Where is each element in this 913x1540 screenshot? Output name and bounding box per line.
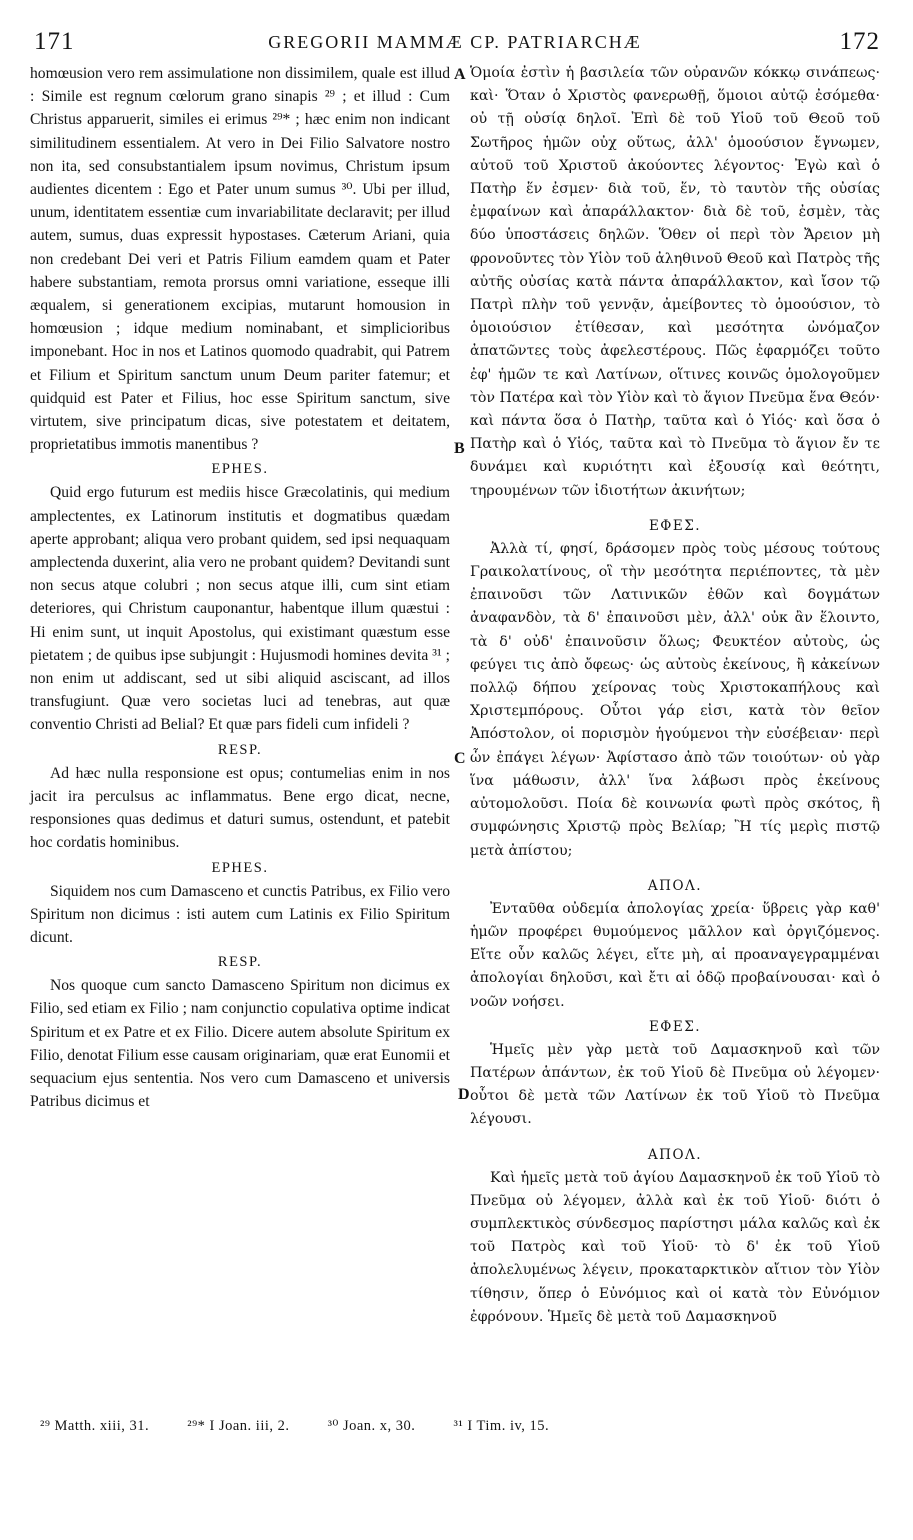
margin-marker-c: C xyxy=(454,750,466,767)
footnote-2: ²⁹* I Joan. iii, 2. xyxy=(187,1418,290,1434)
latin-heading-resp-2: RESP. xyxy=(217,954,263,971)
footnote-4: ³¹ I Tim. iv, 15. xyxy=(453,1418,550,1434)
footnote-1: ²⁹ Matth. xiii, 31. xyxy=(40,1418,150,1434)
greek-paragraph-3: Ἐνταῦθα οὐδεμία ἀπολογίας χρεία· ὕβρεις γὰρ καθ' ἡμῶν προφέρει θυμούμενος μᾶλλον καὶ ὀργιζόμενος. Εἴτε οὖν καλῶς λέγει, εἴτε μὴ, αἱ προαναγεγραμμέναι ἀπολογίαι δηλοῦσι, καὶ ἔτι αἱ ὁδῷ προβαίνουσαι· καὶ ὁ νοῶν νοήσει. xyxy=(470,900,880,1010)
footnote-3: ³⁰ Joan. x, 30. xyxy=(327,1418,416,1434)
page-number-left: 171 xyxy=(34,28,75,55)
latin-heading-ephes-2: EPHES. xyxy=(211,859,269,876)
running-title: GREGORII MAMMÆ CP. PATRIARCHÆ xyxy=(268,32,642,52)
greek-heading-apol-1: ΑΠΟΛ. xyxy=(647,877,703,894)
greek-paragraph-4: Ἡμεῖς μὲν γὰρ μετὰ τοῦ Δαμασκηνοῦ καὶ τῶν Πατέρων ἁπάντων, ἐκ τοῦ Υἱοῦ δὲ Πνεῦμα οὐ λέγομεν· οὗτοι δὲ μετὰ τῶν Λατίνων ἐκ τοῦ Υἱοῦ τὸ Πνεῦμα λέγουσι. xyxy=(470,1041,880,1128)
greek-paragraph-2: Ἀλλὰ τί, φησί, δράσομεν πρὸς τοὺς μέσους τούτους Γραικολατίνους, οἳ τὴν μεσότητα περιέποντες, τὰ μὲν ἐπαινοῦσι τῶν Λατινικῶν ἐθῶν καὶ δογμάτων ἀναφανδὸν, τὰ δ' ἐπαινοῦσι μὲν, ἀλλ' οὐκ ἂν ἕλοιντο, τὰ δ' οὐδ' ἐπαινοῦσιν ὅλως; Φευκτέον αὐτοὺς, ὡς φεύγει τις ἀπὸ ὄφεως· ὡς αὐτοὺς ἐκείνους, ἢ κἀκείνων πολλῷ δήπου χείρονας τοὺς Χριστοκαπήλους καὶ Χριστεμπόρους. Οὗτοι γάρ εἰσι, κατὰ τὸν θεῖον Ἀπόστολον, οἱ πορισμὸν ἡγούμενοι τὴν εὐσέβειαν· περὶ ὧν ἐπάγει λέγων· Ἀφίστασο ἀπὸ τῶν τοιούτων· οὐ γὰρ ἵνα μάθωσιν, ἀλλ' ἵνα λάβωσι πρὸς ἐκείνους αὐτομολοῦσι. Ποία δὲ κοινωνία φωτὶ πρὸς σκότος, ἢ συμφώνησις Χριστῷ πρὸς Βελίαρ; Ἢ τίς μερὶς πιστῷ μετὰ ἀπίστου; xyxy=(470,540,880,859)
latin-paragraph-1: homœusion vero rem assimulatione non dissimilem, quale est illud : Simile est regnum cœlorum grano sinapis ²⁹ ; et illud : Cum Christus apparuerit, similes ei erimus ²⁹* ; hæc enim non indicant similitudinem essentialem. At vero in Dei Filio Salvatore nostro non ita, sed consubstantialem ipsum novimus, Christum ipsum audientes dicentem : Ego et Pater unum sumus ³⁰. Ubi per illud, unum, identitatem essentiæ cum invariabilitate declaravit; per illud autem, sumus, duas expressit hypostases. Cæterum Ariani, quia non credebant Dei veri et Patris Filium eamdem quam et Pater habere substantiam, remota prorsus omni variatione, esseque illi æqualem, si generationem excipias, mutarunt homousion in homœusion ; idque medium nominabant, et simplicioribus imponebant. Hoc in nos et Latinos quomodo quadrabit, qui Patrem et Filium et Spiritum sanctum unum Deum pariter fatemur; et quidquid est Pater et Filius, hoc esse Spiritum sanctum, sive virtutem, sive principatum dicas, sive potestatem et deitatem, proprietatibus immotis manentibus ? xyxy=(30,65,450,454)
greek-paragraph-5: Καὶ ἡμεῖς μετὰ τοῦ ἁγίου Δαμασκηνοῦ ἐκ τοῦ Υἱοῦ τὸ Πνεῦμα οὐ λέγομεν, ἀλλὰ καὶ ἐκ τοῦ Υἱοῦ· διότι ὁ συμπλεκτικὸς σύνδεσμος παρίστησι μάλα καλῶς καὶ ἐκ τοῦ Πατρὸς καὶ τοῦ Υἱοῦ· τὸ δ' ἐκ τοῦ Υἱοῦ ἀπολελυμένως λέγειν, προκαταρκτικὸν αἴτιον τὸν Υἱὸν τίθησιν, ὅπερ ὁ Εὐνόμιος καὶ οἱ κατὰ τὸν Εὐνόμιον ἐφρόνουν. Ἡμεῖς δὲ μετὰ τοῦ Δαμασκηνοῦ xyxy=(470,1169,880,1325)
latin-paragraph-5: Nos quoque cum sancto Damasceno Spiritum non dicimus ex Filio, sed etiam ex Filio ; nam conjunctio copulativa optime indicat Spiritum et ex Patre et ex Filio. Dicere autem absolute Spiritum ex Filio, denotat Filium esse causam originariam, quæ erat Eunomii et sequacium ejus sententia. Nos vero cum Damasceno et universis Patribus dicimus et xyxy=(30,977,450,1111)
greek-heading-ephes-1: ΕΦΕΣ. xyxy=(648,517,702,534)
margin-marker-a: A xyxy=(454,66,466,83)
page-number-right: 172 xyxy=(839,28,880,55)
latin-heading-resp-1: RESP. xyxy=(217,741,263,758)
greek-heading-apol-2: ΑΠΟΛ. xyxy=(647,1146,703,1163)
greek-paragraph-1: Ὁμοία ἐστὶν ἡ βασιλεία τῶν οὐρανῶν κόκκῳ σινάπεως· καὶ· Ὅταν ὁ Χριστὸς φανερωθῇ, ὅμοιοι αὐτῷ ἐσόμεθα· οὐ τῇ οὐσίᾳ δηλοῖ. Ἐπὶ δὲ τοῦ Υἱοῦ τοῦ Θεοῦ τοῦ Σωτῆρος ἡμῶν οὐχ οὕτως, ἀλλ' ὁμοούσιον ἔγνωμεν, αὐτοῦ τοῦ Χριστοῦ ἀκούοντες λέγοντος· Ἐγὼ καὶ ὁ Πατὴρ ἕν ἐσμεν· διὰ τοῦ, ἕν, τὸ ταυτὸν τῆς οὐσίας ἐμφαίνων καὶ ἀπαράλλακτον· διὰ δὲ τοῦ, ἐσμὲν, τὰς δύο ὑποστάσεις δηλῶν. Ὅθεν οἱ περὶ τὸν Ἄρειον μὴ φρονοῦντες τὸν Υἱὸν τοῦ ἀληθινοῦ Θεοῦ καὶ Πατρὸς τῆς αὐτῆς οὐσίας κατὰ πάντα ἀπαράλλακτον, καὶ ἴσον τῷ Πατρὶ πλὴν τοῦ γεννᾷν, ἀμείβοντες τὸ ὁμοούσιον, τὸ ὁμοιούσιον ἐτίθεσαν, καὶ μεσότητα ὠνόμαζον ἀπατῶντες τοὺς ἀφελεστέρους. Πῶς ἐφαρμόζει τοῦτο ἐφ' ἡμῶν τε καὶ Λατίνων, οἵτινες κοινῶς ὁμολογοῦμεν τὸν Πατέρα καὶ τὸν Υἱὸν καὶ τὸ ἅγιον Πνεῦμα ἕνα Θεόν· καὶ πάντα ὅσα ὁ Πατὴρ, ταῦτα καὶ ὁ Υἱός· καὶ ὅσα ὁ Πατὴρ καὶ ὁ Υἱός, ταῦτα καὶ τὸ Πνεῦμα τὸ ἅγιον ἔν τε δυνάμει καὶ κυριότητι καὶ ἐξουσίᾳ καὶ θεότητι, τηρουμένων τῶν ἰδιοτήτων ἀκινήτων; xyxy=(470,65,880,499)
footnotes xyxy=(40,1418,880,1435)
page-header xyxy=(30,28,880,58)
latin-column xyxy=(30,62,450,1113)
latin-paragraph-2: Quid ergo futurum est mediis hisce Græcolatinis, qui medium amplectentes, ex Latinorum institutis et dogmatibus quædam aperte approbant; aliqua vero probant quidem, sed ipsi nequaquam amplectenda duxerint, alia vero ne probant quidem? Devitandi sunt non secus atque colubri ; non secus atque illi, cum sint etiam deteriores, qui Christum cauponantur, habentque illum quæstui : Hi enim sunt, ut inquit Apostolus, qui existimant quæstum esse pietatem ; de quibus ipse subjungit : Hujusmodi homines devita ³¹ ; non enim ut addiscant, sed ut sibi aliquid asciscant, ad illos transfugiunt. Quæ vero societas luci ad tenebras, aut quæ conventio Christi ad Belial? Et quæ pars fideli cum infideli ? xyxy=(30,484,450,734)
latin-paragraph-3: Ad hæc nulla responsione est opus; contumelias enim in nos jacit ira perculsus ac inflammatus. Bene ergo dicat, necne, responsiones quas dedimus et daturi sumus, ostendunt, et patebit hoc cordatis hominibus. xyxy=(30,764,450,852)
latin-paragraph-4: Siquidem nos cum Damasceno et cunctis Patribus, ex Filio vero Spiritum non dicimus : isti autem cum Latinis ex Filio Spiritum dicunt. xyxy=(30,882,450,946)
latin-heading-ephes-1: EPHES. xyxy=(211,461,269,478)
greek-column xyxy=(470,62,880,1329)
margin-marker-d: D xyxy=(458,1086,470,1103)
greek-heading-ephes-2: ΕΦΕΣ. xyxy=(648,1018,702,1035)
margin-marker-b: B xyxy=(454,440,465,457)
